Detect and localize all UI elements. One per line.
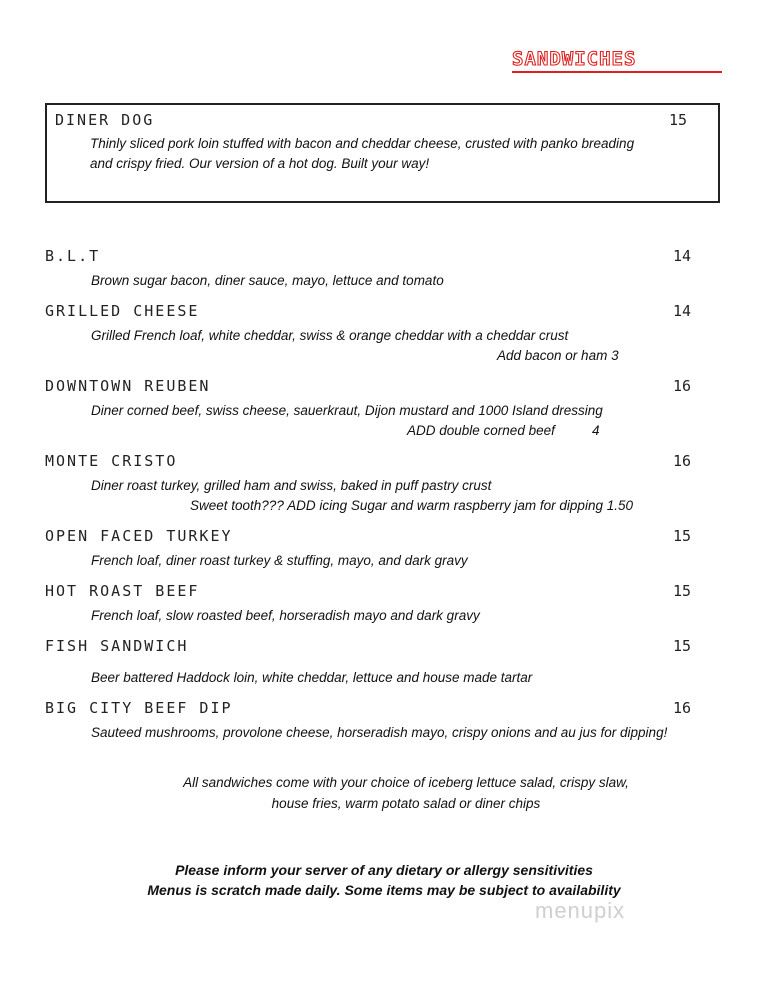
sides-note: All sandwiches come with your choice of iceberg lettuce salad, crispy slaw, (183, 775, 629, 790)
menu-item-price: 16 (673, 699, 692, 717)
menu-item-description: Brown sugar bacon, diner sauce, mayo, lettuce and tomato (91, 273, 444, 288)
menu-item-description: Diner roast turkey, grilled ham and swiss, baked in puff pastry crust (91, 478, 492, 493)
menu-item-name: MONTE CRISTO (45, 452, 178, 470)
watermark-logo: menupix (535, 898, 626, 923)
sides-note: house fries, warm potato salad or diner chips (271, 796, 541, 811)
menu-item-price: 16 (673, 377, 692, 395)
menu-item-name: B.L.T (45, 247, 101, 265)
menu-item-description: Grilled French loaf, white cheddar, swiss & orange cheddar with a cheddar crust (91, 328, 569, 343)
menu-item-price: 15 (673, 637, 692, 655)
availability-disclaimer: Menus is scratch made daily. Some items may be subject to availability (147, 882, 621, 898)
menu-item-price: 16 (673, 452, 692, 470)
menu-item-name: HOT ROAST BEEF (45, 582, 200, 600)
section-title-underline (512, 71, 722, 73)
featured-item-description: and crispy fried. Our version of a hot dog. Built your way! (90, 156, 430, 171)
menu-item-price: 14 (673, 247, 692, 265)
section-title: SANDWICHES (512, 48, 637, 70)
menu-item-name: FISH SANDWICH (45, 637, 189, 655)
menu-item-addon-price: 4 (592, 423, 600, 438)
menu-item-name: DOWNTOWN REUBEN (45, 377, 211, 395)
featured-item-price: 15 (669, 111, 688, 129)
menu-item-name: GRILLED CHEESE (45, 302, 200, 320)
menu-item-description: Diner corned beef, swiss cheese, sauerkraut, Dijon mustard and 1000 Island dressing (91, 403, 603, 418)
menu-item-addon: Add bacon or ham 3 (497, 348, 619, 363)
menu-item-price: 15 (673, 527, 692, 545)
menu-item-name: OPEN FACED TURKEY (45, 527, 233, 545)
menu-item-name: BIG CITY BEEF DIP (45, 699, 233, 717)
menu-item-description: French loaf, diner roast turkey & stuffing, mayo, and dark gravy (91, 553, 468, 568)
featured-item-description: Thinly sliced pork loin stuffed with bacon and cheddar cheese, crusted with panko breading (90, 136, 635, 151)
menu-item-addon: ADD double corned beef (407, 423, 555, 438)
menu-item-description: Beer battered Haddock loin, white cheddar, lettuce and house made tartar (91, 670, 533, 685)
menu-item-addon: Sweet tooth??? ADD icing Sugar and warm raspberry jam for dipping 1.50 (190, 498, 633, 513)
allergy-disclaimer: Please inform your server of any dietary or allergy sensitivities (175, 862, 593, 878)
menu-item-price: 15 (673, 582, 692, 600)
featured-item-name: DINER DOG (55, 111, 155, 129)
menu-item-description: French loaf, slow roasted beef, horseradish mayo and dark gravy (91, 608, 480, 623)
menu-item-price: 14 (673, 302, 692, 320)
menu-item-description: Sauteed mushrooms, provolone cheese, horseradish mayo, crispy onions and au jus for dipping! (91, 725, 668, 740)
